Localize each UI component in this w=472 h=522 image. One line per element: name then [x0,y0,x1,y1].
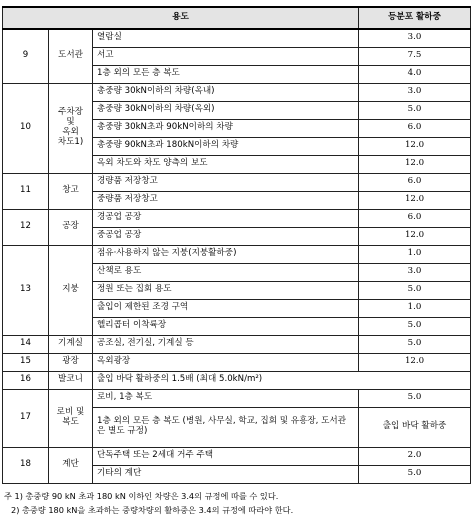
usage-category: 로비 및 복도 [49,389,93,447]
load-value: 4.0 [359,65,471,83]
load-value: 5.0 [359,101,471,119]
load-value: 12.0 [359,191,471,209]
table-row [3,335,471,353]
usage-category: 발코니 [49,371,93,389]
usage-subcategory: 출입이 제한된 조경 구역 [93,299,359,317]
load-value: 3.0 [359,29,471,47]
row-number: 14 [3,335,49,353]
usage-subcategory: 산책로 용도 [93,263,359,281]
usage-subcategory: 총중량 30kN이하의 차량(옥외) [93,101,359,119]
table-row [3,173,471,191]
row-number: 16 [3,371,49,389]
header-load: 등분포 활하중 [359,7,471,29]
usage-subcategory: 기타의 계단 [93,465,359,483]
usage-category: 도서관 [49,29,93,83]
row-number: 11 [3,173,49,209]
row-number: 13 [3,245,49,335]
table-row [3,447,471,465]
usage-subcategory: 총중량 90kN초과 180kN이하의 차량 [93,137,359,155]
footnotes [4,489,468,517]
load-value: 1.0 [359,245,471,263]
load-value: 5.0 [359,335,471,353]
live-load-table [2,6,471,484]
load-value: 12.0 [359,137,471,155]
usage-subcategory: 헬리콥터 이착륙장 [93,317,359,335]
usage-subcategory: 단독주택 또는 2세대 거주 주택 [93,447,359,465]
load-value: 5.0 [359,389,471,407]
usage-subcategory: 열람실 [93,29,359,47]
usage-subcategory: 공조실, 전기실, 기계실 등 [93,335,359,353]
load-value: 3.0 [359,83,471,101]
load-value: 6.0 [359,119,471,137]
usage-subcategory: 총중량 30kN이하의 차량(옥내) [93,83,359,101]
load-value: 출입 바닥 활하중 [359,407,471,447]
usage-subcategory: 옥외 차도와 차도 양측의 보도 [93,155,359,173]
usage-category: 계단 [49,447,93,483]
usage-category: 창고 [49,173,93,209]
usage-subcategory: 서고 [93,47,359,65]
usage-subcategory: 경공업 공장 [93,209,359,227]
load-value: 2.0 [359,447,471,465]
usage-subcategory: 정원 또는 집회 용도 [93,281,359,299]
usage-subcategory: 점유·사용하지 않는 지붕(지붕활하중) [93,245,359,263]
load-value: 5.0 [359,317,471,335]
load-value: 5.0 [359,281,471,299]
load-value: 1.0 [359,299,471,317]
load-value: 7.5 [359,47,471,65]
usage-category: 지붕 [49,245,93,335]
footnote-2: 2) 총중량 180 kN을 초과하는 중량차량의 활하중은 3.4의 규정에 따라야 한다. [11,505,294,515]
usage-category: 공장 [49,209,93,245]
row-number: 10 [3,83,49,173]
row-number: 9 [3,29,49,83]
usage-subcategory: 중공업 공장 [93,227,359,245]
row-number: 12 [3,209,49,245]
usage-subcategory: 경량품 저장창고 [93,173,359,191]
usage-subcategory: 1층 외의 모든 층 복도 (병원, 사무실, 학교, 집회 및 유흥장, 도서관은 별도 규정) [93,407,359,447]
usage-subcategory: 1층 외의 모든 층 복도 [93,65,359,83]
row-number: 15 [3,353,49,371]
row-number: 17 [3,389,49,447]
load-value: 5.0 [359,465,471,483]
table-row [3,245,471,263]
usage-subcategory: 로비, 1층 복도 [93,389,359,407]
usage-subcategory: 옥외광장 [93,353,359,371]
footnote-1: 주 1) 총중량 90 kN 초과 180 kN 이하인 차량은 3.4의 규정에 따를 수 있다. [4,491,279,501]
table-row [3,209,471,227]
table-row [3,29,471,47]
table-row [3,353,471,371]
row-number: 18 [3,447,49,483]
usage-category: 광장 [49,353,93,371]
table-row [3,83,471,101]
load-value: 3.0 [359,263,471,281]
usage-category: 주차장 및 옥외 차도1) [49,83,93,173]
load-value: 12.0 [359,227,471,245]
load-value: 6.0 [359,173,471,191]
usage-subcategory: 총중량 30kN초과 90kN이하의 차량 [93,119,359,137]
table-row [3,389,471,407]
usage-subcategory: 출입 바닥 활하중의 1.5배 (최대 5.0kN/m²) [93,371,471,389]
load-value: 12.0 [359,155,471,173]
usage-category: 기계실 [49,335,93,353]
header-usage: 용도 [3,7,359,29]
load-value: 6.0 [359,209,471,227]
usage-subcategory: 중량품 저장창고 [93,191,359,209]
load-value: 12.0 [359,353,471,371]
table-header-row [3,7,471,29]
table-row [3,371,471,389]
